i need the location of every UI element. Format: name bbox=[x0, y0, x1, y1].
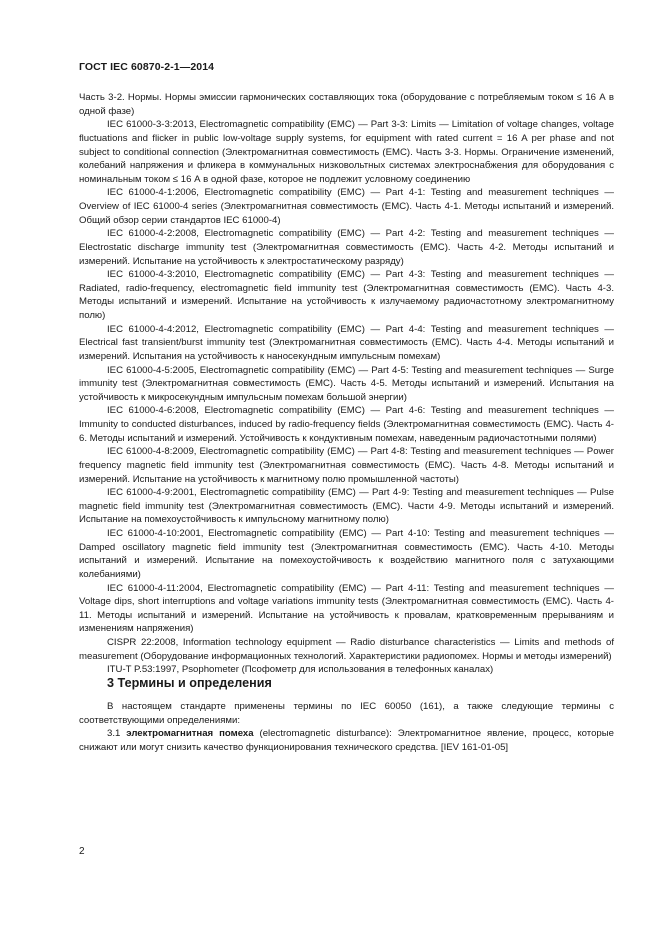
reference-item: Часть 3-2. Нормы. Нормы эмиссии гармонических составляющих тока (оборудование с потребляемым током ≤ 16 А в одной фазе) bbox=[79, 92, 614, 117]
section-intro: В настоящем стандарте применены термины по IEC 60050 (161), а также следующие термины с соответствующими определениями: bbox=[79, 701, 614, 726]
reference-item: IEC 61000-3-3:2013, Electromagnetic compatibility (EMC) — Part 3-3: Limits — Limitation of voltage changes, voltage fluctuations and flicker in public low-voltage supply systems, for equipment with rated current = 16 A per phase and not subject to conditional connection (Электромагнитная совместимость (EMC). Часть 3-3. Нормы. Ограничение изменений, колебаний напряжения и фликера в коммунальных низковольтных системах электроснабжения для оборудования с номинальным током ≤ 16 А в одной фазе, которое не подлежит условному соединению bbox=[79, 119, 614, 185]
reference-item: ITU-T P.53:1997, Psophometer (Псофометр для использования в телефонных каналах) bbox=[107, 664, 494, 676]
reference-item: IEC 61000-4-1:2006, Electromagnetic compatibility (EMC) — Part 4-1: Testing and measurement techniques — Overview of IEC 61000-4 series (Электромагнитная совместимость (EMC). Часть 4-1. Методы испытаний и измерений. Общий обзор серии стандартов IEC 61000-4) bbox=[79, 187, 614, 226]
section-heading: 3 Термины и определения bbox=[107, 676, 272, 690]
reference-item: CISPR 22:2008, Information technology equipment — Radio disturbance characteristics — Limits and methods of measurement (Оборудование информационных технологий. Характеристики радиопомех. Нормы и методы измерений) bbox=[79, 637, 614, 662]
reference-item: IEC 61000-4-2:2008, Electromagnetic compatibility (EMC) — Part 4-2: Testing and measurement techniques — Electrostatic discharge immunity test (Электромагнитная совместимость (EMC). Часть 4-2. Методы испытаний и измерений. Испытание на устойчивость к электростатическому разряду) bbox=[79, 228, 614, 267]
page-number: 2 bbox=[79, 846, 85, 857]
definition-number: 3.1 bbox=[107, 728, 121, 740]
section-body bbox=[79, 700, 614, 755]
reference-item: IEC 61000-4-4:2012, Electromagnetic compatibility (EMC) — Part 4-4: Testing and measurement techniques — Electrical fast transient/burst immunity test (Электромагнитная совместимость (EMC). Часть 4-4. Методы испытаний и измерений. Испытания на устойчивость к наносекундным импульсным помехам) bbox=[79, 323, 614, 362]
definition-item bbox=[79, 727, 614, 754]
references-list bbox=[79, 91, 614, 677]
definition-text: (electromagnetic disturbance): Электромагнитное явление, процесс, которые снижают или могут снизить качество функционирования технического средства. [IEV 161-01-05] bbox=[79, 728, 614, 753]
reference-item: IEC 61000-4-10:2001, Electromagnetic compatibility (EMC) — Part 4-10: Testing and measurement techniques — Damped oscillatory magnetic field immunity test (Электромагнитная совместимость (EMC). Часть 4-10. Методы испытаний и измерений. Испытание на помехоустойчивость к воздействию магнитного поля с затухающими колебаниями) bbox=[79, 528, 614, 580]
reference-item: IEC 61000-4-3:2010, Electromagnetic compatibility (EMC) — Part 4-3: Testing and measurement techniques — Radiated, radio-frequency, electromagnetic field immunity test (Электромагнитная совместимость (EMC). Часть 4-3. Методы испытаний и измерений. Испытание на устойчивость к излучаемому радиочастотному электромагнитному полю) bbox=[79, 269, 614, 321]
reference-item: IEC 61000-4-8:2009, Electromagnetic compatibility (EMC) — Part 4-8: Testing and measurement techniques — Power frequency magnetic field immunity test (Электромагнитная совместимость (EMC). Часть 4-8. Методы испытаний и измерений. Испытание на устойчивость к магнитному полю промышленной частоты) bbox=[79, 446, 614, 485]
reference-item: IEC 61000-4-5:2005, Electromagnetic compatibility (EMC) — Part 4-5: Testing and measurement techniques — Surge immunity test (Электромагнитная совместимость (EMC). Часть 4-5. Методы испытаний и измерений. Испытания на устойчивость к микросекундным импульсным помехам большой энергии) bbox=[79, 364, 614, 403]
document-header: ГОСТ IEC 60870-2-1—2014 bbox=[79, 61, 215, 73]
reference-item: IEC 61000-4-9:2001, Electromagnetic compatibility (EMC) — Part 4-9: Testing and measurement techniques — Pulse magnetic field immunity test (Электромагнитная совместимость (EMC). Части 4-9. Методы испытаний и измерений. Испытание на помехоустойчивость к импульсному магнитному полю) bbox=[79, 487, 614, 526]
definition-term: электромагнитная помеха bbox=[126, 728, 254, 740]
reference-item: IEC 61000-4-11:2004, Electromagnetic compatibility (EMC) — Part 4-11: Testing and measurement techniques — Voltage dips, short interruptions and voltage variations immunity tests (Электромагнитная совместимость (EMC). Часть 4-11. Методы испытаний и измерений. Испытание на устойчивость к провалам, кратковременным прерываниям и изменениям напряжения) bbox=[79, 582, 614, 635]
reference-item: IEC 61000-4-6:2008, Electromagnetic compatibility (EMC) — Part 4-6: Testing and measurement techniques — Immunity to conducted disturbances, induced by radio-frequency fields (Электромагнитная совместимость (EMC). Часть 4-6. Методы испытаний и измерений. Устойчивость к кондуктивным помехам, наведенным радиочастотными полями) bbox=[79, 405, 614, 444]
